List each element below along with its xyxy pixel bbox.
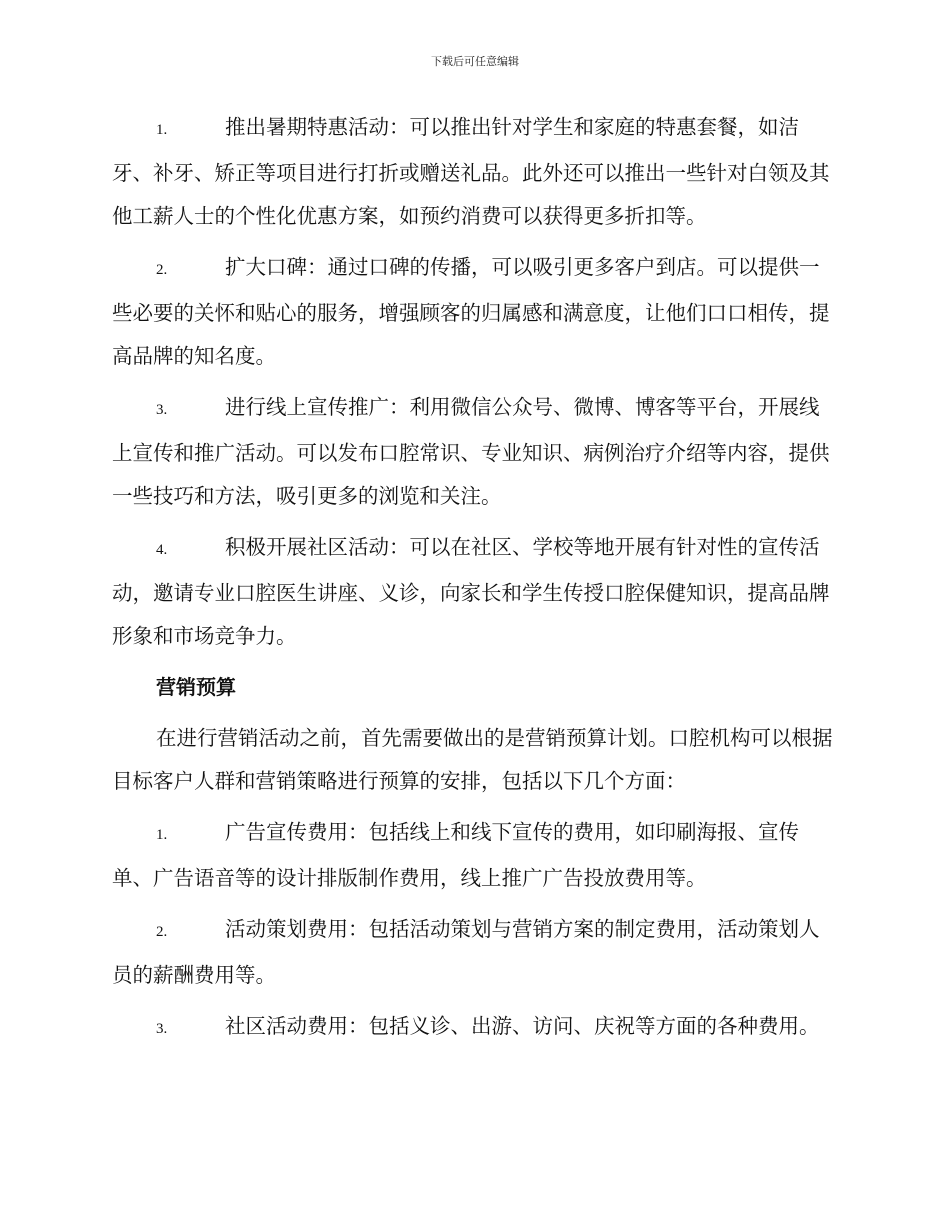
list-item	[112, 246, 836, 378]
list-item	[112, 1005, 836, 1051]
list-item-text: 广告宣传费用：包括线上和线下宣传的费用，如印刷海报、宣传单、广告语音等的设计排版制作费用，线上推广广告投放费用等。	[112, 820, 799, 890]
page-header-note: 下载后可任意编辑	[431, 55, 519, 68]
list-item-text: 活动策划费用：包括活动策划与营销方案的制定费用，活动策划人员的薪酬费用等。	[112, 917, 820, 987]
list-item	[112, 386, 836, 518]
list-number: 2.	[156, 262, 168, 278]
list-item	[112, 526, 836, 658]
intro-paragraph: 在进行营销活动之前，首先需要做出的是营销预算计划。口腔机构可以根据目标客户人群和营销策略进行预算的安排，包括以下几个方面：	[112, 726, 833, 793]
list-item-text: 积极开展社区活动：可以在社区、学校等地开展有针对性的宣传活动，邀请专业口腔医生讲座、义诊，向家长和学生传授口腔保健知识，提高品牌形象和市场竞争力。	[112, 535, 830, 648]
list-item	[112, 811, 836, 900]
list-number: 2.	[156, 924, 168, 940]
list-item	[112, 106, 836, 238]
list-number: 1.	[156, 122, 168, 138]
document-body	[112, 106, 836, 1059]
list-number: 4.	[156, 542, 168, 558]
list-item-text: 进行线上宣传推广：利用微信公众号、微博、博客等平台，开展线上宣传和推广活动。可以发布口腔常识、专业知识、病例治疗介绍等内容，提供一些技巧和方法，吸引更多的浏览和关注。	[112, 395, 830, 508]
list-number: 1.	[156, 827, 168, 843]
list-item-text: 扩大口碑：通过口碑的传播，可以吸引更多客户到店。可以提供一些必要的关怀和贴心的服务，增强顾客的归属感和满意度，让他们口口相传，提高品牌的知名度。	[112, 255, 830, 368]
list-item-text: 社区活动费用：包括义诊、出游、访问、庆祝等方面的各种费用。	[225, 1014, 820, 1038]
section-heading: 营销预算	[156, 675, 236, 699]
list-item	[112, 908, 836, 997]
list-number: 3.	[156, 402, 168, 418]
list-item-text: 推出暑期特惠活动：可以推出针对学生和家庭的特惠套餐，如洁牙、补牙、矫正等项目进行打折或赠送礼品。此外还可以推出一些针对白领及其他工薪人士的个性化优惠方案，如预约消费可以获得更多折扣等。	[112, 115, 830, 228]
list-number: 3.	[156, 1021, 168, 1037]
